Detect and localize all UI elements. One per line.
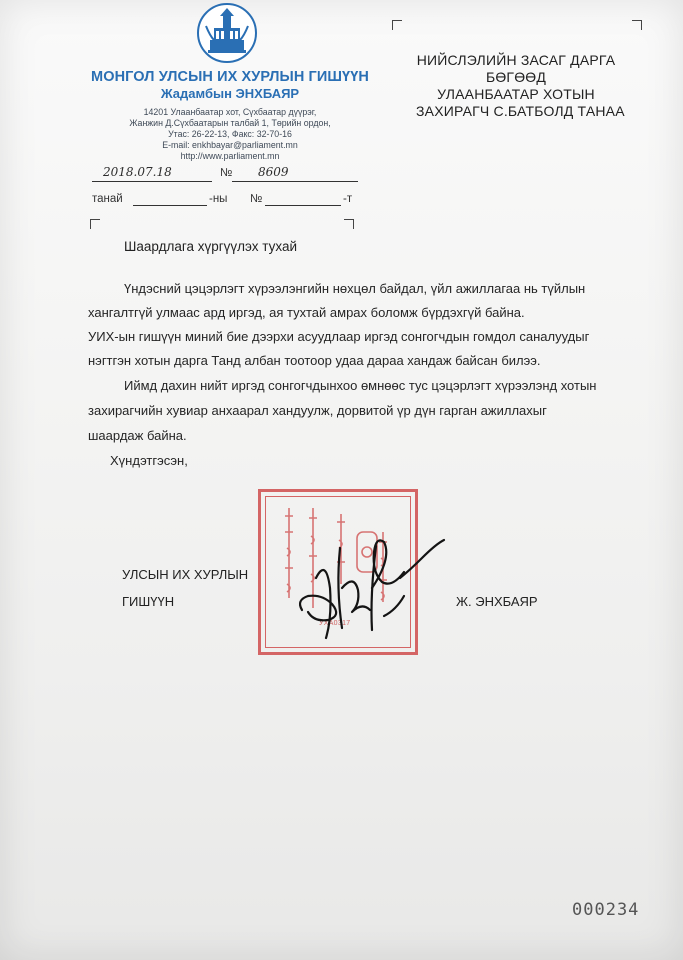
letterhead-member-name: Жадамбын ЭНХБАЯР	[160, 86, 300, 101]
your-ref-number-label: №	[250, 193, 263, 205]
recipient-line-1: НИЙСЛЭЛИЙН ЗАСАГ ДАРГА	[416, 52, 616, 68]
your-ref-date-line	[133, 205, 207, 206]
letter-subject: Шаардлага хүргүүлэх тухай	[124, 239, 298, 254]
your-ref-to-label: -т	[343, 193, 353, 205]
date-line	[92, 181, 212, 182]
recipient-corner-left	[392, 20, 402, 30]
document-serial-number: 000234	[572, 900, 640, 920]
body-para-3-line-1: Иймд дахин нийт иргэд сонгогчдынхоо өмнөөс тус цэцэрлэгт хүрээлэнд хотын	[124, 378, 597, 393]
your-ref-label: танай	[92, 193, 123, 205]
website[interactable]: http://www.parliament.mn	[180, 151, 280, 161]
letter-number: 8609	[258, 165, 289, 179]
recipient-corner-right	[632, 20, 642, 30]
email[interactable]: E-mail: enkhbayar@parliament.mn	[162, 140, 298, 150]
handwritten-signature	[280, 518, 450, 648]
body-para-2-line-2: нэгтгэн хотын дарга Танд албан тоотоор удаа дараа хандаж байсан билээ.	[88, 353, 541, 368]
closing: Хүндэтгэсэн,	[110, 453, 188, 468]
body-para-1-line-1: Үндэсний цэцэрлэгт хүрээлэнгийн нөхцөл байдал, үйл ажиллагаа нь түйлын	[124, 281, 586, 296]
signer-title-line-1: УЛСЫН ИХ ХУРЛЫН	[122, 567, 249, 582]
signer-name: Ж. ЭНХБАЯР	[456, 594, 538, 609]
number-label: №	[220, 167, 233, 179]
subject-corner-left	[90, 219, 100, 229]
recipient-block	[416, 52, 625, 120]
recipient-line-3: УЛААНБААТАР ХОТЫН	[437, 86, 595, 102]
phone-fax: Утас: 26-22-13, Факс: 32-70-16	[168, 129, 292, 139]
subject-corner-right	[344, 219, 354, 229]
body-para-2-line-1: УИХ-ын гишүүн миний бие дээрхи асуудлаар иргэд сонгогчдын гомдол саналуудыг	[88, 329, 590, 344]
body-para-3-line-2: захирагчийн хувиар анхаарал хандуулж, дорвитой үр дүн гарган ажиллахыг	[88, 403, 547, 418]
recipient-line-4: ЗАХИРАГЧ С.БАТБОЛД ТАНАА	[416, 103, 625, 119]
stamp-code: УХА0317	[319, 620, 351, 627]
signer-title-line-2: ГИШҮҮН	[122, 594, 175, 609]
your-ref-of-label: -ны	[209, 193, 228, 205]
parliament-emblem-icon	[196, 2, 258, 64]
number-line	[232, 181, 358, 182]
address-line-1: 14201 Улаанбаатар хот, Сүхбаатар дүүрэг,	[143, 107, 317, 117]
letterhead-title: МОНГОЛ УЛСЫН ИХ ХУРЛЫН ГИШҮҮН	[91, 69, 369, 85]
your-ref-number-line	[265, 205, 341, 206]
address-line-2: Жанжин Д.Сүхбаатарын талбай 1, Төрийн ордон,	[129, 118, 331, 128]
body-para-3-line-3: шаардаж байна.	[88, 428, 187, 443]
body-para-1-line-2: хангалтгүй улмаас ард иргэд, ая тухтай амрах боломж бүрдэхгүй байна.	[88, 305, 525, 320]
letter-date: 2018.07.18	[103, 165, 172, 179]
recipient-line-2: БӨГӨӨД	[485, 69, 547, 85]
